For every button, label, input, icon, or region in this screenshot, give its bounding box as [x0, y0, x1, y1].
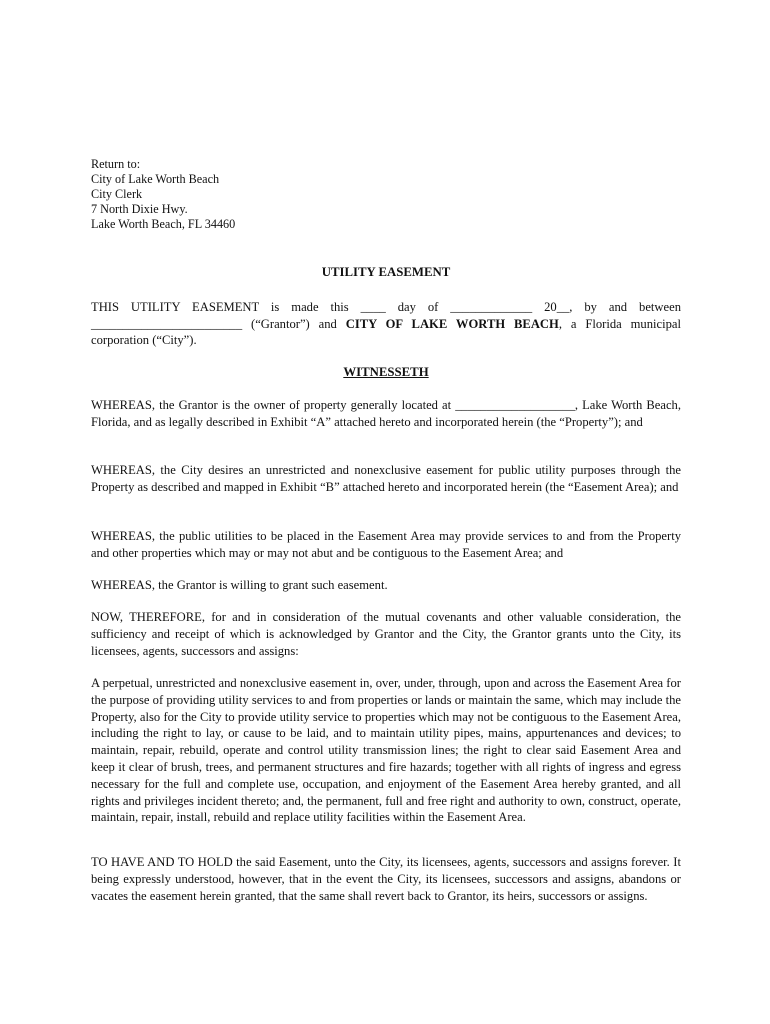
return-line-city: City of Lake Worth Beach	[91, 172, 220, 186]
document-title: UTILITY EASEMENT	[321, 265, 451, 279]
whereas-paragraph-utilities: WHEREAS, the public utilities to be placed in the Easement Area may provide services to and from the Property and other properties which may or may not abut and be contiguous to the Easement Area; and	[91, 529, 681, 560]
return-address-block	[91, 157, 235, 232]
whereas-paragraph-property: WHEREAS, the Grantor is the owner of property generally located at ___________________, Lake Worth Beach, Florida, and as legally described in Exhibit “A” attached hereto and incorporated herein (the “Property”); and	[91, 398, 681, 429]
habendum-paragraph: TO HAVE AND TO HOLD the said Easement, unto the City, its licensees, agents, successors and assigns forever. It being expressly understood, however, that in the event the City, its licensees, successors and assigns, abandons or vacates the easement herein granted, that the same shall revert back to Grantor, its heirs, successors or assigns.	[91, 855, 681, 903]
return-to-label: Return to:	[91, 157, 141, 171]
now-therefore-paragraph: NOW, THEREFORE, for and in consideration of the mutual covenants and other valuable consideration, the sufficiency and receipt of which is acknowledged by Grantor and the City, the Grantor grants unto the City, its licensees, agents, successors and assigns:	[91, 610, 681, 658]
witnesseth-heading: WITNESSETH	[343, 365, 429, 379]
whereas-paragraph-willing: WHEREAS, the Grantor is willing to grant such easement.	[91, 578, 388, 592]
intro-paragraph	[91, 299, 681, 349]
return-line-clerk: City Clerk	[91, 187, 143, 201]
whereas-paragraph-easement: WHEREAS, the City desires an unrestricted and nonexclusive easement for public utility purposes through the Property as described and mapped in Exhibit “B” attached hereto and incorporated herein (the “Easement Area); and	[91, 463, 681, 494]
intro-text-part1: THIS UTILITY EASEMENT is made this ____ day of _____________ 20__, by and between ________________________ (“Grantor”) and	[91, 300, 681, 331]
intro-text-part2: , a Florida municipal corporation (“City”).	[91, 316, 681, 348]
intro-city-name: CITY OF LAKE WORTH BEACH	[345, 316, 559, 331]
return-line-citystatezip: Lake Worth Beach, FL 34460	[91, 217, 236, 231]
return-line-street: 7 North Dixie Hwy.	[91, 202, 188, 216]
grant-paragraph: A perpetual, unrestricted and nonexclusive easement in, over, under, through, upon and across the Easement Area for the purpose of providing utility services to and from properties or lands or maintain the same, which may include the Property, also for the City to provide utility service to properties which may not be contiguous to the Easement Area, including the right to lay, or cause to be laid, and to maintain utility pipes, mains, appurtenances and devices; to maintain, repair, rebuild, operate and control utility transmission lines; the right to clear said Easement Area and keep it clear of brush, trees, and permanent structures and fire hazards; together with all rights of ingress and egress necessary for the full and complete use, occupation, and enjoyment of the Easement Area hereby granted, and all rights and privileges incident thereto; and, the permanent, full and free right and authority to own, construct, operate, maintain, repair, install, rebuild and replace utility facilities within the Easement Area.	[91, 676, 681, 825]
